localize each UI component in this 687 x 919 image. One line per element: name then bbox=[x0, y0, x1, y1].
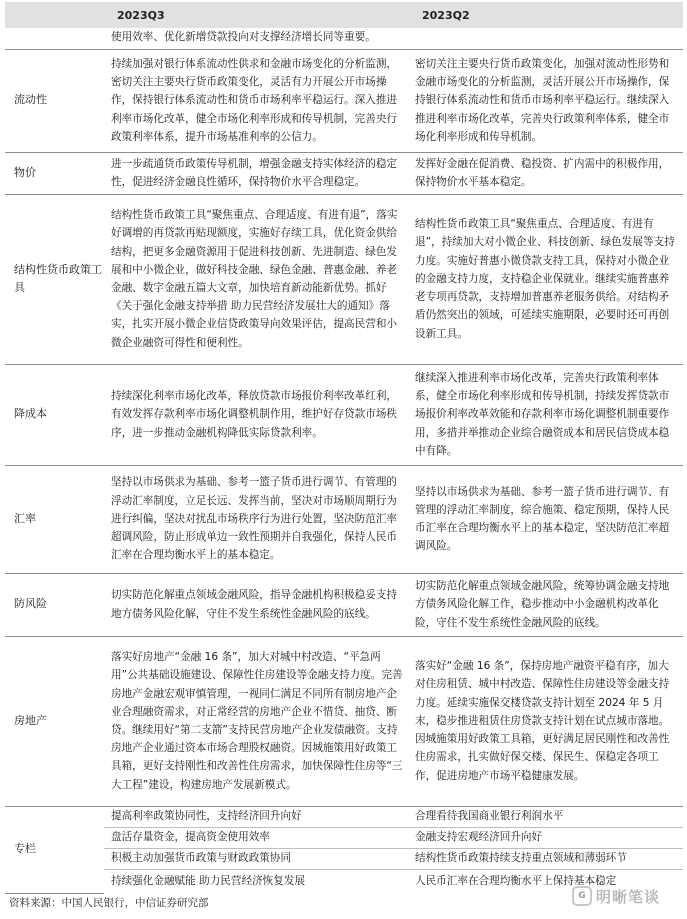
row-q2-text bbox=[409, 28, 683, 49]
special-item-q2: 金融支持宏观经济回升向好 bbox=[409, 827, 683, 848]
row-q3-text: 切实防范化解重点领域金融风险，指导金融机构积极稳妥支持地方债务风险化解，守住不发生系统性金融风险的底线。 bbox=[104, 573, 409, 636]
row-category bbox=[5, 28, 104, 49]
row-category-price: 物价 bbox=[5, 152, 104, 194]
watermark bbox=[572, 876, 684, 916]
table-row-special-column bbox=[5, 827, 683, 848]
row-category-reduce-costs: 降成本 bbox=[5, 364, 104, 465]
row-q3-text: 结构性货币政策工具“聚焦重点、合理适度、有进有退”，落实好调增的再贷款再贴现额度，实施好存续工具，优化资金供给结构，把更多金融资源用于促进科技创新、先进制造、绿色发展和中小微企业，做好科技金融、绿色金融、普惠金融、养老金融、数字金融五篇大文章，加快培育新动能新优势。抓好《关于强化金融支持举措 助力民营经济发展壮大的通知》落实，扎实开展小微企业信贷政策导向效果评估，提高民营和小微企业融资可得性和便利性。 bbox=[104, 194, 409, 364]
row-category-liquidity: 流动性 bbox=[5, 49, 104, 152]
row-q3-text: 进一步疏通货币政策传导机制，增强金融支持实体经济的稳定性，促进经济金融良性循环，保持物价水平合理稳定。 bbox=[104, 152, 409, 194]
row-category-structural-tools: 结构性货币政策工具 bbox=[5, 194, 104, 364]
table-row-liquidity bbox=[5, 49, 683, 152]
row-q2-text: 密切关注主要央行货币政策变化，加强对流动性形势和金融市场变化的分析监测，灵活开展公开市场操作，保持银行体系流动性和货币市场利率平稳运行。继续深入推进利率市场化改革，完善央行政策利率体系，健全市场化利率形成和传导机制。 bbox=[409, 49, 683, 152]
row-category-exchange-rate: 汇率 bbox=[5, 465, 104, 573]
table-row-exchange-rate bbox=[5, 465, 683, 573]
table-row-real-estate bbox=[5, 636, 683, 806]
header-2023q3: 2023Q3 bbox=[104, 2, 409, 28]
row-q3-text: 坚持以市场供求为基础、参考一篮子货币进行调节、有管理的浮动汇率制度，立足长远、发挥当前，坚决对市场顺周期行为进行纠偏，坚决对扰乱市场秩序行为进行处置，坚决防范汇率超调风险，防止形成单边一致性预期并自我强化，保持人民币汇率在合理均衡水平上的基本稳定。 bbox=[104, 465, 409, 573]
source-note: 资料来源：中国人民银行，中信证券研究部 bbox=[9, 897, 209, 909]
table-row-reduce-costs bbox=[5, 364, 683, 465]
row-q2-text: 坚持以市场供求为基础、参考一篮子货币进行调节、有管理的浮动汇率制度，综合施策、稳定预期，保持人民币汇率在合理均衡水平上的基本稳定，坚决防范汇率超调风险。 bbox=[409, 465, 683, 573]
special-item-q2: 结构性货币政策持续支持重点领域和薄弱环节 bbox=[409, 848, 683, 869]
row-q2-text: 发挥好金融在促消费、稳投资、扩内需中的积极作用，保持物价水平基本稳定。 bbox=[409, 152, 683, 194]
table-row-price bbox=[5, 152, 683, 194]
table-row-special-column bbox=[5, 806, 683, 827]
row-category-risk: 防风险 bbox=[5, 573, 104, 636]
special-item-q3: 盘活存量资金，提高资金使用效率 bbox=[104, 827, 409, 848]
row-category-special-column: 专栏 bbox=[5, 806, 104, 893]
row-q3-text: 落实好房地产“金融 16 条”，加大对城中村改造、“平急两用”公共基础设施建设、保障性住房建设等金融支持力度。完善房地产金融宏观审慎管理，一视同仁满足不同所有制房地产企业合理融资需求，对正常经营的房地产企业不惜贷、抽贷、断贷。继续用好“第二支箭”支持民营房地产企业发债融资。支持房地产企业通过资本市场合理股权融资。因城施策用好政策工具箱，更好支持刚性和改善性住房需求，加快保障性住房等“三大工程”建设，构建房地产发展新模式。 bbox=[104, 636, 409, 806]
special-item-q3: 持续强化金融赋能 助力民营经济恢复发展 bbox=[111, 875, 306, 888]
special-item-q2: 合理看待我国商业银行利润水平 bbox=[409, 806, 683, 827]
row-category-real-estate: 房地产 bbox=[5, 636, 104, 806]
row-q2-text: 切实防范化解重点领域金融风险，统筹协调金融支持地方债务风险化解工作，稳步推动中小金融机构改革化险，守住不发生系统性金融风险的底线。 bbox=[409, 573, 683, 636]
table-header bbox=[5, 2, 683, 28]
special-item-q2: 人民币汇率在合理均衡水平上保持基本稳定 bbox=[415, 875, 617, 888]
table-row-special-column bbox=[5, 848, 683, 869]
table-row-risk bbox=[5, 573, 683, 636]
comparison-table-container bbox=[5, 2, 683, 894]
special-item-q3: 提高利率政策协同性，支持经济回升向好 bbox=[104, 806, 409, 827]
row-q3-text: 使用效率、优化新增贷款投向对支撑经济增长同等重要。 bbox=[104, 28, 409, 49]
row-q3-text: 持续深化利率市场化改革，释放贷款市场报价利率改革红利，有效发挥存款利率市场化调整机制作用，维护好存贷款市场秩序，进一步推动金融机构降低实际贷款利率。 bbox=[104, 364, 409, 465]
header-row bbox=[5, 2, 683, 28]
policy-comparison-table bbox=[5, 2, 683, 894]
row-q2-text: 落实好“金融 16 条”，保持房地产融资平稳有序，加大对住房租赁、城中村改造、保障性住房建设等金融支持力度。延续实施保交楼贷款支持计划至 2024 年 5 月末，稳步推进租赁住房贷款支持计划在试点城市落地。因城施策用好政策工具箱，更好满足居民刚性和改善性住房需求，扎实做好保交楼、保民生、保稳定各项工作，促进房地产市场平稳健康发展。 bbox=[409, 636, 683, 806]
special-item-q3: 积极主动加强货币政策与财政政策协同 bbox=[104, 848, 409, 869]
watermark-logo-icon: G bbox=[572, 886, 592, 906]
header-category bbox=[5, 2, 104, 28]
header-2023q2: 2023Q2 bbox=[409, 2, 683, 28]
row-q2-text: 结构性货币政策工具“聚焦重点、合理适度、有进有退”，持续加大对小微企业、科技创新、绿色发展等支持力度。实施好普惠小微贷款支持工具，保持对小微企业的金融支持力度，支持稳企业保就业。继续实施普惠养老专项再贷款，支持增加普惠养老服务供给。对结构矛盾仍然突出的领域，可延续实施期限，必要时还可再创设新工具。 bbox=[409, 194, 683, 364]
table-row-intro bbox=[5, 28, 683, 49]
table-row-structural-tools bbox=[5, 194, 683, 364]
row-q2-text: 继续深入推进利率市场化改革，完善央行政策利率体系，健全市场化利率形成和传导机制，持续发挥贷款市场报价利率改革效能和存款利率市场化调整机制重要作用，多措并举推动企业综合融资成本和居民信贷成本稳中有降。 bbox=[409, 364, 683, 465]
watermark-text: 明晰笔谈 bbox=[596, 887, 661, 906]
row-q3-text: 持续加强对银行体系流动性供求和金融市场变化的分析监测，密切关注主要央行货币政策变化，灵活有力开展公开市场操作，保持银行体系流动性和货币市场利率平稳运行。深入推进利率市场化改革，健全市场化利率形成和传导机制，完善央行政策利率体系，提升市场基准利率的公信力。 bbox=[104, 49, 409, 152]
